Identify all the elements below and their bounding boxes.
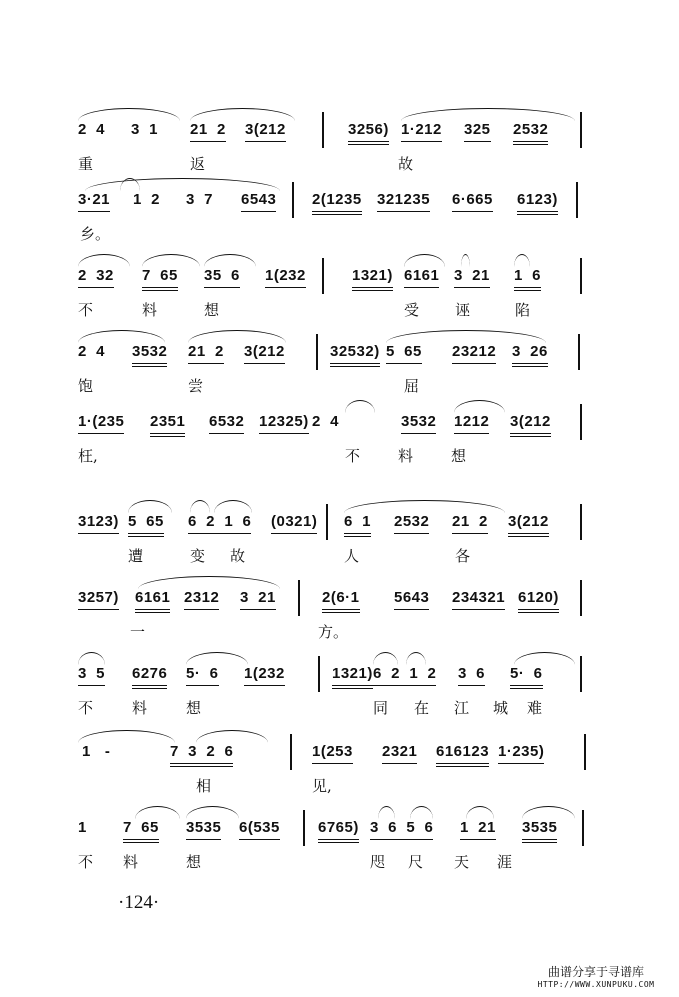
lyrics-line <box>0 776 679 802</box>
note-group: 6161 <box>404 267 440 284</box>
slur-mark <box>386 330 546 343</box>
slur-mark <box>85 178 280 191</box>
slur-mark <box>514 652 575 665</box>
note-group: 1321) <box>352 267 393 284</box>
note-group: 3123) <box>78 513 119 530</box>
note-group: (0321) <box>271 513 318 530</box>
bar-line <box>318 656 320 692</box>
note-group: 2351 <box>150 413 186 430</box>
lyric-word: 尝 <box>188 377 204 395</box>
bar-line <box>580 112 582 148</box>
note-group: 6532 <box>209 413 245 430</box>
note-group: 1(253 <box>312 743 353 760</box>
bar-line <box>580 580 582 616</box>
notation-line <box>0 576 679 616</box>
note-group: 3 21 <box>454 267 490 284</box>
footer-site-name: 曲谱分享于寻谱库 <box>547 965 644 979</box>
lyric-word: 乡。 <box>80 225 111 243</box>
bar-line <box>326 504 328 540</box>
note-group: 3(212 <box>245 121 286 138</box>
note-group: 3 6 <box>458 665 486 682</box>
footer-url: HTTP://WWW.XUNPUKU.COM <box>537 980 655 989</box>
note-group: 325 <box>464 121 491 138</box>
slur-mark <box>186 652 248 665</box>
note-group: 1·(235 <box>78 413 125 430</box>
slur-mark <box>466 806 494 819</box>
note-group: 3532 <box>132 343 168 360</box>
lyric-word: 料 <box>398 447 414 465</box>
lyric-word: 诬 <box>455 301 471 319</box>
note-group: 2 4 <box>312 413 340 430</box>
note-group: 3(212 <box>508 513 549 530</box>
note-group: 3 5 <box>78 665 106 682</box>
lyric-word: 料 <box>123 853 139 871</box>
note-group: 3257) <box>78 589 119 606</box>
note-group: 1 <box>78 819 87 836</box>
lyric-word: 咫 <box>370 853 386 871</box>
note-group: 21 2 <box>190 121 226 138</box>
lyrics-line <box>0 154 679 180</box>
note-group: 5· 6 <box>510 665 543 682</box>
slur-mark <box>214 500 252 513</box>
note-group: 2532 <box>394 513 430 530</box>
lyric-word: 人 <box>344 547 360 565</box>
page-number: ·124· <box>118 892 160 913</box>
lyric-word: 在 <box>414 699 430 717</box>
note-group: 6·665 <box>452 191 493 208</box>
slur-mark <box>514 254 530 267</box>
slur-mark <box>461 254 470 267</box>
slur-mark <box>344 500 505 513</box>
note-group: 1(232 <box>265 267 306 284</box>
note-group: 6543 <box>241 191 277 208</box>
slur-mark <box>454 400 505 413</box>
lyric-word: 尺 <box>408 853 424 871</box>
bar-line <box>578 334 580 370</box>
notation-line <box>0 500 679 540</box>
note-group: 5 65 <box>128 513 164 530</box>
note-group: 5643 <box>394 589 430 606</box>
note-group: 5· 6 <box>186 665 219 682</box>
bar-line <box>580 404 582 440</box>
bar-line <box>580 258 582 294</box>
lyrics-line <box>0 300 679 326</box>
lyrics-line <box>0 376 679 402</box>
lyric-word: 城 <box>493 699 509 717</box>
note-group: 7 3 2 6 <box>170 743 234 760</box>
lyrics-line <box>0 224 679 250</box>
lyric-word: 涯 <box>497 853 513 871</box>
lyrics-line <box>0 446 679 472</box>
lyric-word: 料 <box>142 301 158 319</box>
note-group: 2321 <box>382 743 418 760</box>
lyric-word: 见, <box>312 777 332 795</box>
slur-mark <box>196 730 268 743</box>
note-group: 2 4 <box>78 343 106 360</box>
note-group: 6120) <box>518 589 559 606</box>
lyrics-line <box>0 546 679 572</box>
lyric-word: 一 <box>130 623 146 641</box>
note-group: 2 4 <box>78 121 106 138</box>
slur-mark <box>188 330 286 343</box>
note-group: 3 21 <box>240 589 276 606</box>
slur-mark <box>78 652 105 665</box>
lyric-word: 各 <box>455 547 471 565</box>
slur-mark <box>410 806 433 819</box>
notation-line <box>0 806 679 846</box>
note-group: 1321) <box>332 665 373 682</box>
note-group: 21 2 <box>188 343 224 360</box>
note-group: 6(535 <box>239 819 280 836</box>
note-group: 2312 <box>184 589 220 606</box>
notation-line <box>0 730 679 770</box>
bar-line <box>322 112 324 148</box>
note-group: 5 65 <box>386 343 422 360</box>
note-group: 6 1 <box>344 513 372 530</box>
note-group: 3 7 <box>186 191 214 208</box>
lyric-word: 不 <box>78 853 94 871</box>
lyric-word: 陷 <box>515 301 531 319</box>
bar-line <box>322 258 324 294</box>
lyric-word: 不 <box>78 699 94 717</box>
lyric-word: 故 <box>230 547 246 565</box>
lyric-word: 想 <box>186 853 202 871</box>
slur-mark <box>522 806 575 819</box>
note-group: 6276 <box>132 665 168 682</box>
note-group: 3256) <box>348 121 389 138</box>
note-group: 3(212 <box>510 413 551 430</box>
lyric-word: 屈 <box>404 377 420 395</box>
note-group: 6 2 1 6 <box>188 513 252 530</box>
note-group: 6765) <box>318 819 359 836</box>
bar-line <box>584 734 586 770</box>
note-group: 7 65 <box>123 819 159 836</box>
lyric-word: 天 <box>454 853 470 871</box>
slur-mark <box>78 730 175 743</box>
slur-mark <box>378 806 395 819</box>
slur-mark <box>401 108 575 121</box>
slur-mark <box>135 806 180 819</box>
slur-mark <box>142 254 200 267</box>
note-group: 21 2 <box>452 513 488 530</box>
lyric-word: 想 <box>204 301 220 319</box>
lyric-word: 方。 <box>318 623 349 641</box>
note-group: 616123 <box>436 743 490 760</box>
note-group: 3532 <box>401 413 437 430</box>
note-group: 3535 <box>186 819 222 836</box>
slur-mark <box>78 330 165 343</box>
note-group: 2(1235 <box>312 191 362 208</box>
lyric-word: 同 <box>373 699 389 717</box>
lyric-word: 想 <box>451 447 467 465</box>
note-group: 1 2 <box>133 191 161 208</box>
lyric-word: 受 <box>404 301 420 319</box>
bar-line <box>576 182 578 218</box>
note-group: 3·21 <box>78 191 111 208</box>
lyrics-line <box>0 698 679 724</box>
note-group: 1·212 <box>401 121 442 138</box>
notation-line <box>0 330 679 370</box>
note-group: 1212 <box>454 413 490 430</box>
slur-mark <box>404 254 445 267</box>
note-group: 234321 <box>452 589 506 606</box>
note-group: 23212 <box>452 343 497 360</box>
lyrics-line <box>0 852 679 878</box>
note-group: 1 21 <box>460 819 496 836</box>
score-system <box>0 400 679 490</box>
lyric-word: 料 <box>132 699 148 717</box>
note-group: 12325) <box>259 413 309 430</box>
slur-mark <box>204 254 256 267</box>
lyric-word: 难 <box>527 699 543 717</box>
lyric-word: 遭 <box>128 547 144 565</box>
notation-line <box>0 178 679 218</box>
slur-mark <box>186 806 239 819</box>
bar-line <box>316 334 318 370</box>
note-group: 1·235) <box>498 743 545 760</box>
lyric-word: 饱 <box>78 377 94 395</box>
note-group: 1 - <box>82 743 111 760</box>
note-group: 6 2 1 2 <box>373 665 437 682</box>
notation-line <box>0 108 679 148</box>
notation-line <box>0 400 679 440</box>
score-system <box>0 652 679 742</box>
watermark-footer <box>521 963 671 989</box>
notation-line <box>0 254 679 294</box>
note-group: 7 65 <box>142 267 178 284</box>
bar-line <box>580 504 582 540</box>
slur-mark <box>190 500 210 513</box>
bar-line <box>298 580 300 616</box>
lyric-word: 江 <box>454 699 470 717</box>
lyric-word: 枉, <box>78 447 98 465</box>
note-group: 1 6 <box>514 267 542 284</box>
slur-mark <box>373 652 398 665</box>
slur-mark <box>138 576 280 589</box>
note-group: 6161 <box>135 589 171 606</box>
note-group: 3 1 <box>131 121 159 138</box>
bar-line <box>290 734 292 770</box>
slur-mark <box>128 500 172 513</box>
bar-line <box>292 182 294 218</box>
lyric-word: 想 <box>186 699 202 717</box>
lyric-word: 返 <box>190 155 206 173</box>
bar-line <box>303 810 305 846</box>
note-group: 2 32 <box>78 267 114 284</box>
note-group: 2(6·1 <box>322 589 360 606</box>
note-group: 35 6 <box>204 267 240 284</box>
note-group: 3(212 <box>244 343 285 360</box>
slur-mark <box>78 254 130 267</box>
lyrics-line <box>0 622 679 648</box>
note-group: 3535 <box>522 819 558 836</box>
bar-line <box>580 656 582 692</box>
lyric-word: 变 <box>190 547 206 565</box>
note-group: 321235 <box>377 191 431 208</box>
notation-line <box>0 652 679 692</box>
slur-mark <box>190 108 295 121</box>
lyric-word: 不 <box>345 447 361 465</box>
slur-mark <box>345 400 375 413</box>
slur-mark <box>406 652 426 665</box>
score-system <box>0 806 679 896</box>
lyric-word: 相 <box>196 777 212 795</box>
lyric-word: 不 <box>78 301 94 319</box>
bar-line <box>582 810 584 846</box>
note-group: 1(232 <box>244 665 285 682</box>
slur-mark <box>78 108 180 121</box>
note-group: 6123) <box>517 191 558 208</box>
lyric-word: 故 <box>398 155 414 173</box>
lyric-word: 重 <box>78 155 94 173</box>
note-group: 3 26 <box>512 343 548 360</box>
note-group: 2532 <box>513 121 549 138</box>
note-group: 3 6 5 6 <box>370 819 434 836</box>
note-group: 32532) <box>330 343 380 360</box>
